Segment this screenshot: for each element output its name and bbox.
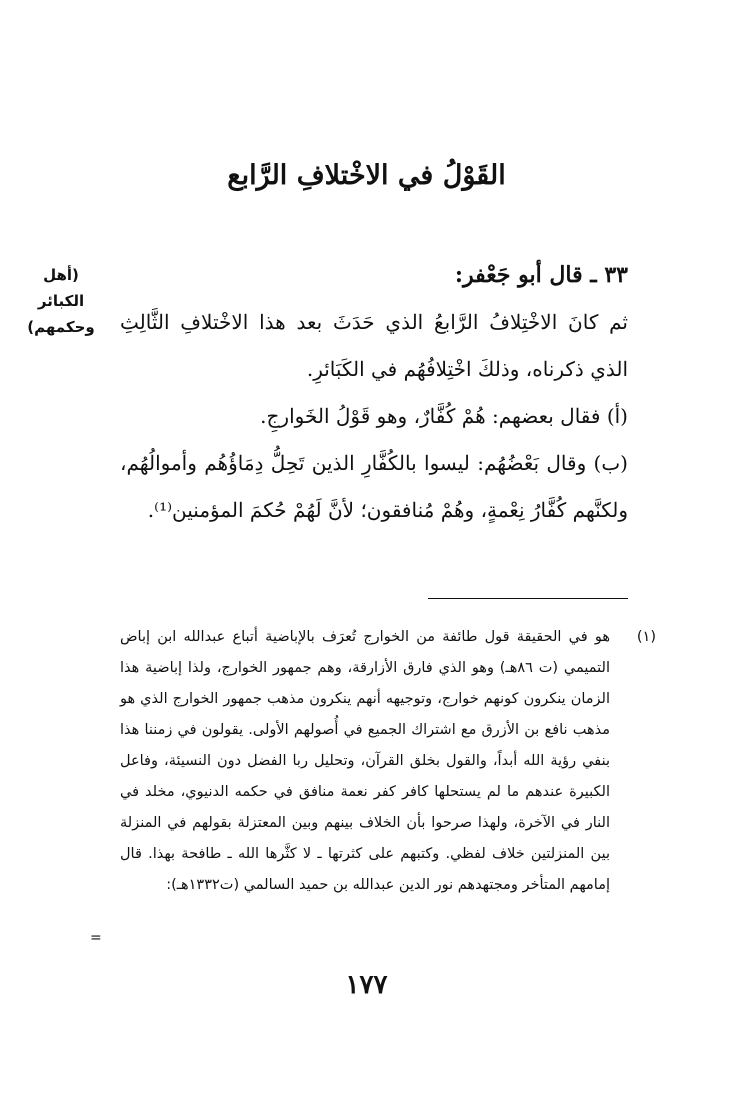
margin-note bbox=[22, 262, 100, 340]
margin-note-line: وحكمهم) bbox=[27, 318, 95, 336]
margin-note-line: الكبائر bbox=[37, 292, 85, 310]
margin-note-line: (أهل bbox=[43, 266, 79, 284]
chapter-title: القَوْلُ في الاخْتلافِ الرَّابع bbox=[227, 160, 506, 191]
item-b: (ب) وقال بَعْضُهُم: ليسوا بالكُفَّارِ الذين تَحِلُّ دِمَاؤُهُم وأموالُهُم، ولكنَّهم كُفَّارُ نِعْمةٍ، وهُمْ مُنافقون؛ لأنَّ لَهُمْ حُكمَ المؤمنين⁽¹⁾. bbox=[120, 451, 628, 522]
continuation-mark: = bbox=[90, 930, 102, 946]
footnote-marker: (١) bbox=[636, 629, 656, 645]
page-number: ١٧٧ bbox=[345, 970, 388, 1000]
paragraph: ثم كانَ الاخْتِلافُ الرَّابعُ الذي حَدَثَ بعد هذا الاخْتلافِ الثَّالِثِ الذي ذكرناه، وذلكَ اخْتِلافُهُم في الكَبَائرِ. bbox=[120, 310, 628, 381]
section-heading: ٣٣ ـ قال أبو جَعْفر: bbox=[454, 262, 628, 288]
footnote-text: هو في الحقيقة قول طائفة من الخوارج تُعرَف بالإباضية أتباع عبدالله ابن إباض التميمي (ت ٨٦هـ) وهو الذي فارق الأزارقة، وهم جمهور الخوارج، ولذا إباضية هذا الزمان ينكرون كونهم خوارج، وتوجيهه أنهم ينكرون مذهب جمهور الخوارج الذي هو مذهب نافع بن الأزرق مع اشتراك الجميع في أُصولهم الأولى. يقولون في زمننا هذا بنفي رؤية الله أبداً، والقول بخلق القرآن، وتحليل ربا الفضل دون النسيئة، وفاعل الكبيرة عندهم ما لم يستحلها كافر كفر نعمة منافق في حكمه الدنيوي، مخلد في النار في الآخرة، ولهذا صرحوا بأن الخلاف بينهم وبين المعتزلة بقولهم في المنزلة بين المنزلتين خلاف لفظي. وكتبهم على كثرتها ـ لا كثَّرها الله ـ طافحة بهذا. قال إمامهم المتأخر ومجتهدهم نور الدين عبدالله بن حميد السالمي (ت١٣٣٢هـ): bbox=[120, 629, 610, 893]
footnote-divider bbox=[428, 598, 628, 599]
main-text bbox=[120, 252, 628, 534]
item-a: (أ) فقال بعضهم: هُمْ كُفَّارٌ، وهو قَوْلُ الخَوارجِ. bbox=[260, 404, 628, 428]
footnote bbox=[120, 622, 656, 901]
